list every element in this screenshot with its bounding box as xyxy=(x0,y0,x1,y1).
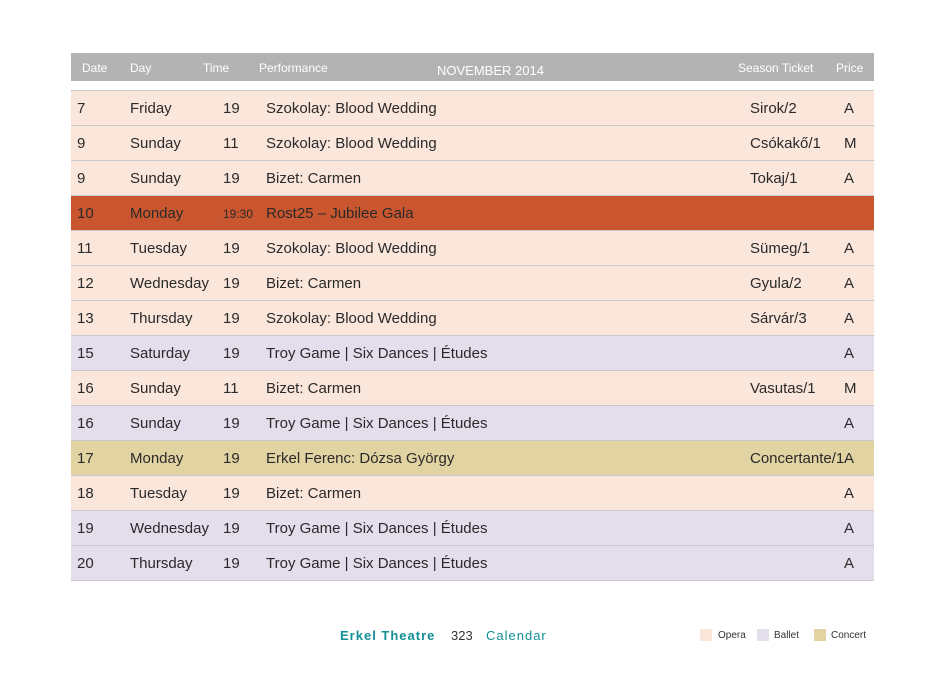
row-day: Sunday xyxy=(130,415,181,432)
table-row xyxy=(71,160,874,195)
row-performance: Rost25 – Jubilee Gala xyxy=(266,205,414,222)
row-day: Sunday xyxy=(130,170,181,187)
row-day: Thursday xyxy=(130,310,193,327)
row-price: A xyxy=(844,485,855,502)
legend-opera-label: Opera xyxy=(718,630,746,641)
row-performance: Troy Game | Six Dances | Études xyxy=(266,520,488,537)
row-date: 11 xyxy=(77,240,93,257)
row-date: 17 xyxy=(77,450,94,467)
table-row xyxy=(71,475,874,510)
row-performance: Troy Game | Six Dances | Études xyxy=(266,345,488,362)
row-performance: Bizet: Carmen xyxy=(266,170,362,187)
row-time: 19 xyxy=(223,240,240,257)
row-performance: Szokolay: Blood Wedding xyxy=(266,310,437,327)
concert-swatch xyxy=(814,629,826,641)
row-performance: Bizet: Carmen xyxy=(266,485,362,502)
page-number: 323 xyxy=(451,628,473,643)
header-day: Day xyxy=(130,61,152,75)
row-performance: Troy Game | Six Dances | Études xyxy=(266,555,488,572)
row-price: A xyxy=(844,345,855,362)
row-time: 19 xyxy=(223,345,240,362)
row-season-ticket: Concertante/1 xyxy=(750,450,845,467)
row-performance: Szokolay: Blood Wedding xyxy=(266,135,437,152)
row-date: 20 xyxy=(77,555,94,572)
row-day: Sunday xyxy=(130,135,181,152)
row-time: 19 xyxy=(223,310,240,327)
table-row xyxy=(71,510,874,545)
row-price: A xyxy=(844,170,855,187)
row-day: Monday xyxy=(130,450,184,467)
table-row xyxy=(71,300,874,335)
row-date: 15 xyxy=(77,345,94,362)
row-day: Thursday xyxy=(130,555,193,572)
row-day: Monday xyxy=(130,205,184,222)
row-day: Wednesday xyxy=(130,275,209,292)
row-season-ticket: Vasutas/1 xyxy=(750,380,816,397)
row-performance: Szokolay: Blood Wedding xyxy=(266,100,437,117)
table-row xyxy=(71,195,874,230)
table-header xyxy=(71,53,874,81)
row-date: 16 xyxy=(77,380,94,397)
row-day: Tuesday xyxy=(130,240,187,257)
row-date: 13 xyxy=(77,310,94,327)
table-body xyxy=(71,90,874,581)
row-time: 19 xyxy=(223,275,240,292)
row-price: A xyxy=(844,555,855,572)
row-time: 19 xyxy=(223,485,240,502)
row-time: 19 xyxy=(223,100,240,117)
table-row xyxy=(71,335,874,370)
footer-venue: Erkel Theatre xyxy=(340,628,436,643)
row-day: Wednesday xyxy=(130,520,209,537)
row-price: M xyxy=(844,135,857,152)
row-performance: Bizet: Carmen xyxy=(266,380,362,397)
table-row xyxy=(71,265,874,300)
row-season-ticket: Sümeg/1 xyxy=(750,240,811,257)
row-price: M xyxy=(844,380,857,397)
table-row xyxy=(71,125,874,160)
row-price: A xyxy=(844,415,855,432)
row-date: 9 xyxy=(77,135,86,152)
calendar-table xyxy=(71,53,874,581)
row-time: 19 xyxy=(223,415,240,432)
row-price: A xyxy=(844,310,855,327)
header-spacer xyxy=(71,81,874,90)
row-date: 16 xyxy=(77,415,94,432)
row-time: 19 xyxy=(223,520,240,537)
table-row xyxy=(71,405,874,440)
row-time: 19 xyxy=(223,170,240,187)
row-time: 19:30 xyxy=(223,207,254,221)
row-season-ticket: Tokaj/1 xyxy=(750,170,798,187)
page-footer xyxy=(0,626,945,646)
row-date: 10 xyxy=(77,205,94,222)
row-performance: Erkel Ferenc: Dózsa György xyxy=(266,450,455,467)
row-performance: Troy Game | Six Dances | Études xyxy=(266,415,488,432)
opera-swatch xyxy=(700,629,712,641)
header-performance: Performance xyxy=(259,61,328,75)
table-row xyxy=(71,90,874,125)
row-date: 19 xyxy=(77,520,94,537)
row-day: Tuesday xyxy=(130,485,187,502)
ballet-swatch xyxy=(757,629,769,641)
row-season-ticket: Csókakő/1 xyxy=(750,135,821,152)
row-date: 18 xyxy=(77,485,94,502)
table-row xyxy=(71,230,874,265)
row-performance: Szokolay: Blood Wedding xyxy=(266,240,437,257)
header-month: NOVEMBER 2014 xyxy=(437,63,544,78)
row-season-ticket: Sirok/2 xyxy=(750,100,797,117)
row-price: A xyxy=(844,240,855,257)
row-season-ticket: Gyula/2 xyxy=(750,275,802,292)
row-price: A xyxy=(844,100,855,117)
row-date: 9 xyxy=(77,170,86,187)
row-day: Friday xyxy=(130,100,172,117)
row-price: A xyxy=(844,275,855,292)
row-day: Sunday xyxy=(130,380,181,397)
row-season-ticket: Sárvár/3 xyxy=(750,310,807,327)
row-day: Saturday xyxy=(130,345,191,362)
header-season-ticket: Season Ticket xyxy=(738,61,814,75)
table-row xyxy=(71,440,874,475)
header-price: Price xyxy=(836,61,864,75)
row-time: 11 xyxy=(223,135,239,152)
row-performance: Bizet: Carmen xyxy=(266,275,362,292)
row-time: 19 xyxy=(223,555,240,572)
row-date: 12 xyxy=(77,275,94,292)
legend-concert-label: Concert xyxy=(831,630,867,641)
row-time: 19 xyxy=(223,450,240,467)
table-row xyxy=(71,545,874,581)
header-time: Time xyxy=(203,61,230,75)
footer-section: Calendar xyxy=(486,628,547,643)
row-price: A xyxy=(844,520,855,537)
table-row xyxy=(71,370,874,405)
legend-ballet-label: Ballet xyxy=(774,630,800,641)
row-date: 7 xyxy=(77,100,86,117)
row-price: A xyxy=(844,450,855,467)
row-time: 11 xyxy=(223,380,239,397)
header-date: Date xyxy=(82,61,108,75)
